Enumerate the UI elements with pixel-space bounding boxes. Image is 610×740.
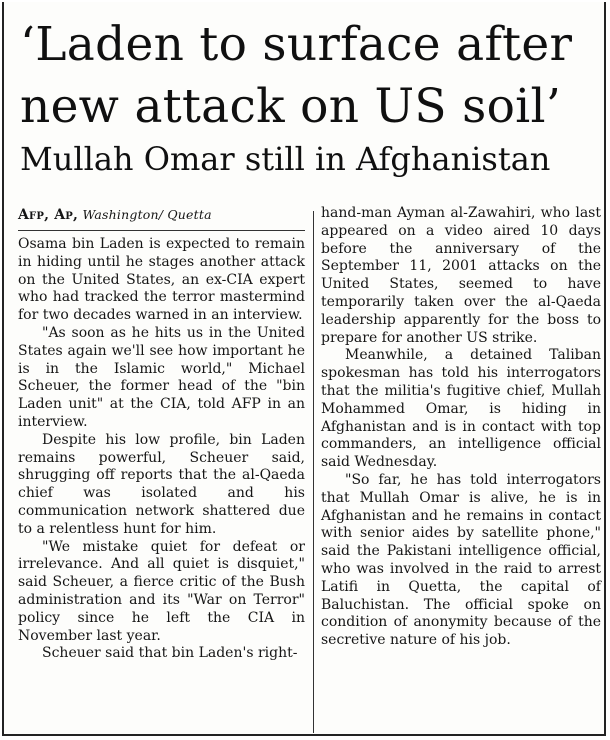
paragraph: "As soon as he hits us in the United States again we'll see how important he is in the Islamic world," Michael Scheuer, the former head of the "bin Laden unit" at the CIA, told AFP in an interview. [18, 324, 305, 430]
column-divider [313, 211, 314, 733]
paragraph: Osama bin Laden is expected to remain in hiding until he stages another attack on the United States, an ex-CIA expert who had tracked the terror mastermind for two decades warned in an interview. [18, 236, 305, 324]
article-body [4, 205, 604, 734]
headline-line-1: ‘Laden to surface after [20, 17, 573, 72]
column-left [18, 205, 305, 663]
byline-place: Washington/ Quetta [82, 207, 212, 222]
byline [18, 205, 305, 231]
paragraph: Meanwhile, a detained Taliban spokesman has told his interrogators that the militia's fugitive chief, Mullah Mohammed Omar, is hiding in Afghanistan and is in contact with top commanders, an intelligence official said Wednesday. [321, 347, 601, 471]
paragraph: Scheuer said that bin Laden's right- [42, 645, 298, 662]
paragraph: Despite his low profile, bin Laden remains powerful, Scheuer said, shrugging off reports that the al-Qaeda chief was isolated and his communication network shattered due to a relentless hunt for him. [18, 431, 305, 537]
paragraph: "So far, he has told interrogators that Mullah Omar is alive, he is in Afghanistan and he remains in contact with senior aides by satellite phone," said the Pakistani intelligence official, who was involved in the raid to arrest Latifi in Quetta, the capital of Baluchistan. The official spoke on condition of anonymity because of the secretive nature of his job. [321, 471, 601, 649]
column-right [321, 205, 601, 650]
paragraph: "We mistake quiet for defeat or irrelevance. And all quiet is disquiet," said Scheuer, a fierce critic of the Bush administration and its "War on Terror" policy since he left the CIA in November last year. [18, 538, 305, 644]
news-clipping [2, 2, 606, 736]
subheadline: Mullah Omar still in Afghanistan [20, 140, 551, 178]
byline-agencies: Afp, Ap, [18, 207, 79, 223]
headline [4, 2, 604, 138]
paragraph: hand-man Ayman al-Zawahiri, who last appeared on a video aired 10 days before the anniversary of the September 11, 2001 attacks on the United States, seemed to have temporarily taken over the al-Qaeda leadership apparently for the boss to prepare for another US strike. [321, 205, 601, 346]
headline-line-2: new attack on US soil’ [20, 79, 562, 134]
